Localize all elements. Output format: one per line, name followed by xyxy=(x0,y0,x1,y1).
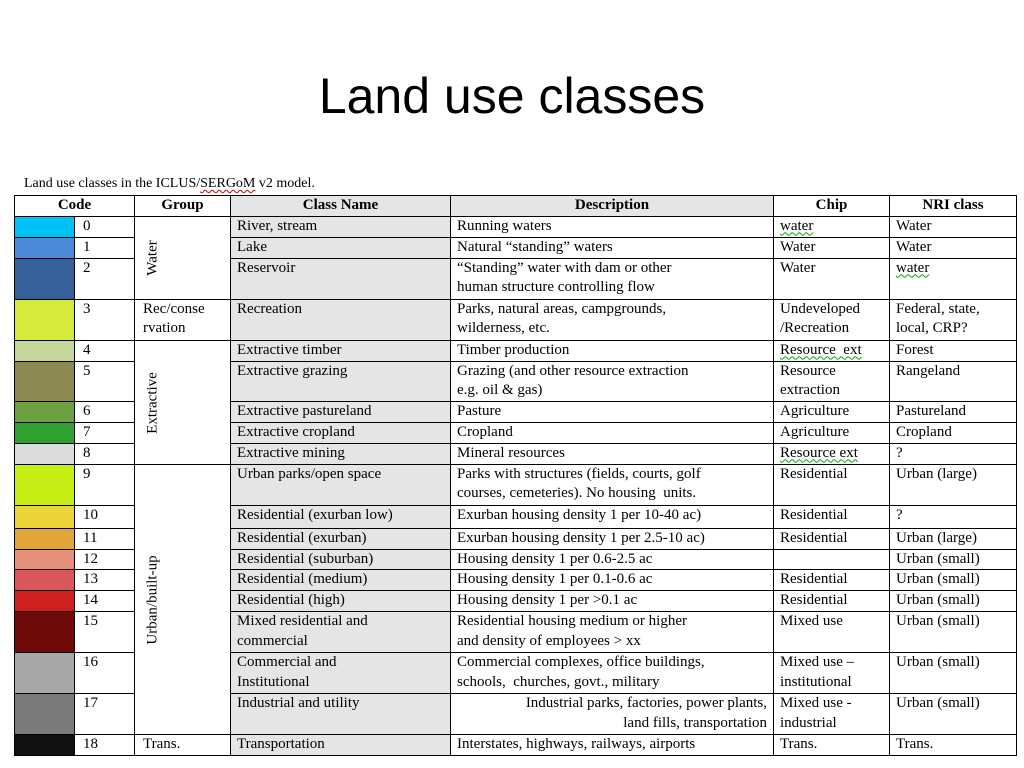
chip-cell: Agriculture xyxy=(774,422,890,443)
nri-class-cell: Water xyxy=(890,237,1017,258)
code-cell: 16 xyxy=(75,653,135,694)
color-swatch xyxy=(15,591,75,612)
class-name-cell: Residential (suburban) xyxy=(231,549,451,570)
group-cell-urban xyxy=(135,464,231,735)
class-name-cell: Residential (exurban low) xyxy=(231,505,451,528)
table-row xyxy=(15,735,1017,756)
table-body xyxy=(15,216,1017,756)
nri-class-cell: Federal, state, local, CRP? xyxy=(890,299,1017,340)
color-swatch xyxy=(15,694,75,735)
nri-class-cell: Cropland xyxy=(890,422,1017,443)
class-name-cell: Recreation xyxy=(231,299,451,340)
class-name-cell: Industrial and utility xyxy=(231,694,451,735)
class-name-cell: Extractive cropland xyxy=(231,422,451,443)
class-name-cell: River, stream xyxy=(231,216,451,237)
color-swatch xyxy=(15,361,75,401)
nri-class-cell: Urban (small) xyxy=(890,694,1017,735)
code-cell: 12 xyxy=(75,549,135,570)
caption-model-name: SERGoM xyxy=(200,176,256,191)
chip-cell: Mixed use - industrial xyxy=(774,694,890,735)
header-nri-class: NRI class xyxy=(890,196,1017,217)
color-swatch xyxy=(15,528,75,549)
class-name-cell: Reservoir xyxy=(231,258,451,299)
chip-cell: water xyxy=(774,216,890,237)
group-cell-rec: Rec/conse rvation xyxy=(135,299,231,340)
caption-suffix: v2 model. xyxy=(255,176,315,191)
code-cell: 18 xyxy=(75,735,135,756)
class-name-cell: Residential (medium) xyxy=(231,570,451,591)
header-class-name: Class Name xyxy=(231,196,451,217)
nri-class-cell: water xyxy=(890,258,1017,299)
chip-cell: Residential xyxy=(774,570,890,591)
nri-class-cell: Rangeland xyxy=(890,361,1017,401)
color-swatch xyxy=(15,443,75,464)
description-cell: Interstates, highways, railways, airports xyxy=(451,735,774,756)
caption-prefix: Land use classes in the ICLUS/ xyxy=(24,176,201,191)
color-swatch xyxy=(15,570,75,591)
description-cell: Parks with structures (fields, courts, golf courses, cemeteries). No housing units. xyxy=(451,464,774,505)
description-cell: Pasture xyxy=(451,401,774,422)
color-swatch xyxy=(15,401,75,422)
chip-cell: Resource extraction xyxy=(774,361,890,401)
group-cell-extractive xyxy=(135,340,231,464)
code-cell: 2 xyxy=(75,258,135,299)
chip-cell: Agriculture xyxy=(774,401,890,422)
class-name-cell: Extractive timber xyxy=(231,340,451,361)
nri-class-cell: Urban (large) xyxy=(890,464,1017,505)
table-caption xyxy=(24,175,315,193)
group-label-water: Water xyxy=(144,240,161,276)
chip-cell: Water xyxy=(774,237,890,258)
class-name-cell: Extractive grazing xyxy=(231,361,451,401)
class-name-cell: Residential (high) xyxy=(231,591,451,612)
nri-class-cell: Urban (small) xyxy=(890,612,1017,653)
code-cell: 15 xyxy=(75,612,135,653)
color-swatch xyxy=(15,258,75,299)
nri-class-cell: ? xyxy=(890,505,1017,528)
color-swatch xyxy=(15,549,75,570)
nri-class-cell: Pastureland xyxy=(890,401,1017,422)
chip-cell: Residential xyxy=(774,505,890,528)
nri-class-cell: Urban (small) xyxy=(890,591,1017,612)
group-label-extractive: Extractive xyxy=(144,371,161,434)
table-row xyxy=(15,340,1017,361)
code-cell: 0 xyxy=(75,216,135,237)
description-cell: Mineral resources xyxy=(451,443,774,464)
description-cell: Natural “standing” waters xyxy=(451,237,774,258)
description-cell: Housing density 1 per 0.6-2.5 ac xyxy=(451,549,774,570)
chip-cell xyxy=(774,549,890,570)
chip-cell: Residential xyxy=(774,591,890,612)
nri-class-cell: Forest xyxy=(890,340,1017,361)
description-cell: Industrial parks, factories, power plants, land fills, transportation xyxy=(451,694,774,735)
chip-cell: Resource ext xyxy=(774,443,890,464)
nri-class-cell: Water xyxy=(890,216,1017,237)
code-cell: 4 xyxy=(75,340,135,361)
description-cell: Exurban housing density 1 per 2.5-10 ac) xyxy=(451,528,774,549)
description-cell: Housing density 1 per 0.1-0.6 ac xyxy=(451,570,774,591)
code-cell: 3 xyxy=(75,299,135,340)
code-cell: 7 xyxy=(75,422,135,443)
description-cell: Commercial complexes, office buildings, schools, churches, govt., military xyxy=(451,653,774,694)
header-chip: Chip xyxy=(774,196,890,217)
header-code: Code xyxy=(15,196,135,217)
chip-cell: Undeveloped /Recreation xyxy=(774,299,890,340)
table-row xyxy=(15,216,1017,237)
header-description: Description xyxy=(451,196,774,217)
page-title: Land use classes xyxy=(318,68,706,124)
color-swatch xyxy=(15,299,75,340)
color-swatch xyxy=(15,340,75,361)
nri-class-cell: Urban (large) xyxy=(890,528,1017,549)
code-cell: 5 xyxy=(75,361,135,401)
color-swatch xyxy=(15,464,75,505)
code-cell: 11 xyxy=(75,528,135,549)
color-swatch xyxy=(15,237,75,258)
color-swatch xyxy=(15,422,75,443)
chip-cell: Mixed use xyxy=(774,612,890,653)
header-group: Group xyxy=(135,196,231,217)
chip-cell: Mixed use – institutional xyxy=(774,653,890,694)
code-cell: 17 xyxy=(75,694,135,735)
description-cell: Residential housing medium or higher and density of employees > xx xyxy=(451,612,774,653)
description-cell: Housing density 1 per >0.1 ac xyxy=(451,591,774,612)
description-cell: Cropland xyxy=(451,422,774,443)
description-cell: Grazing (and other resource extraction e.g. oil & gas) xyxy=(451,361,774,401)
code-cell: 8 xyxy=(75,443,135,464)
chip-cell: Trans. xyxy=(774,735,890,756)
description-cell: Parks, natural areas, campgrounds, wilderness, etc. xyxy=(451,299,774,340)
class-name-cell: Mixed residential and commercial xyxy=(231,612,451,653)
class-name-cell: Commercial and Institutional xyxy=(231,653,451,694)
land-use-table xyxy=(14,195,1017,756)
color-swatch xyxy=(15,735,75,756)
group-cell-trans: Trans. xyxy=(135,735,231,756)
chip-cell: Resource ext xyxy=(774,340,890,361)
table-row xyxy=(15,299,1017,340)
nri-class-cell: ? xyxy=(890,443,1017,464)
class-name-cell: Extractive pastureland xyxy=(231,401,451,422)
color-swatch xyxy=(15,653,75,694)
code-cell: 13 xyxy=(75,570,135,591)
description-cell: Timber production xyxy=(451,340,774,361)
chip-cell: Residential xyxy=(774,464,890,505)
color-swatch xyxy=(15,505,75,528)
nri-class-cell: Urban (small) xyxy=(890,653,1017,694)
table-header-row xyxy=(15,196,1017,217)
class-name-cell: Urban parks/open space xyxy=(231,464,451,505)
code-cell: 14 xyxy=(75,591,135,612)
group-label-urban: Urban/built-up xyxy=(144,554,161,645)
nri-class-cell: Urban (small) xyxy=(890,549,1017,570)
class-name-cell: Lake xyxy=(231,237,451,258)
code-cell: 1 xyxy=(75,237,135,258)
description-cell: Running waters xyxy=(451,216,774,237)
chip-cell: Water xyxy=(774,258,890,299)
class-name-cell: Residential (exurban) xyxy=(231,528,451,549)
class-name-cell: Extractive mining xyxy=(231,443,451,464)
table-row xyxy=(15,464,1017,505)
color-swatch xyxy=(15,216,75,237)
code-cell: 10 xyxy=(75,505,135,528)
nri-class-cell: Urban (small) xyxy=(890,570,1017,591)
group-cell-water xyxy=(135,216,231,299)
code-cell: 6 xyxy=(75,401,135,422)
code-cell: 9 xyxy=(75,464,135,505)
chip-cell: Residential xyxy=(774,528,890,549)
color-swatch xyxy=(15,612,75,653)
description-cell: “Standing” water with dam or other human structure controlling flow xyxy=(451,258,774,299)
class-name-cell: Transportation xyxy=(231,735,451,756)
description-cell: Exurban housing density 1 per 10-40 ac) xyxy=(451,505,774,528)
nri-class-cell: Trans. xyxy=(890,735,1017,756)
